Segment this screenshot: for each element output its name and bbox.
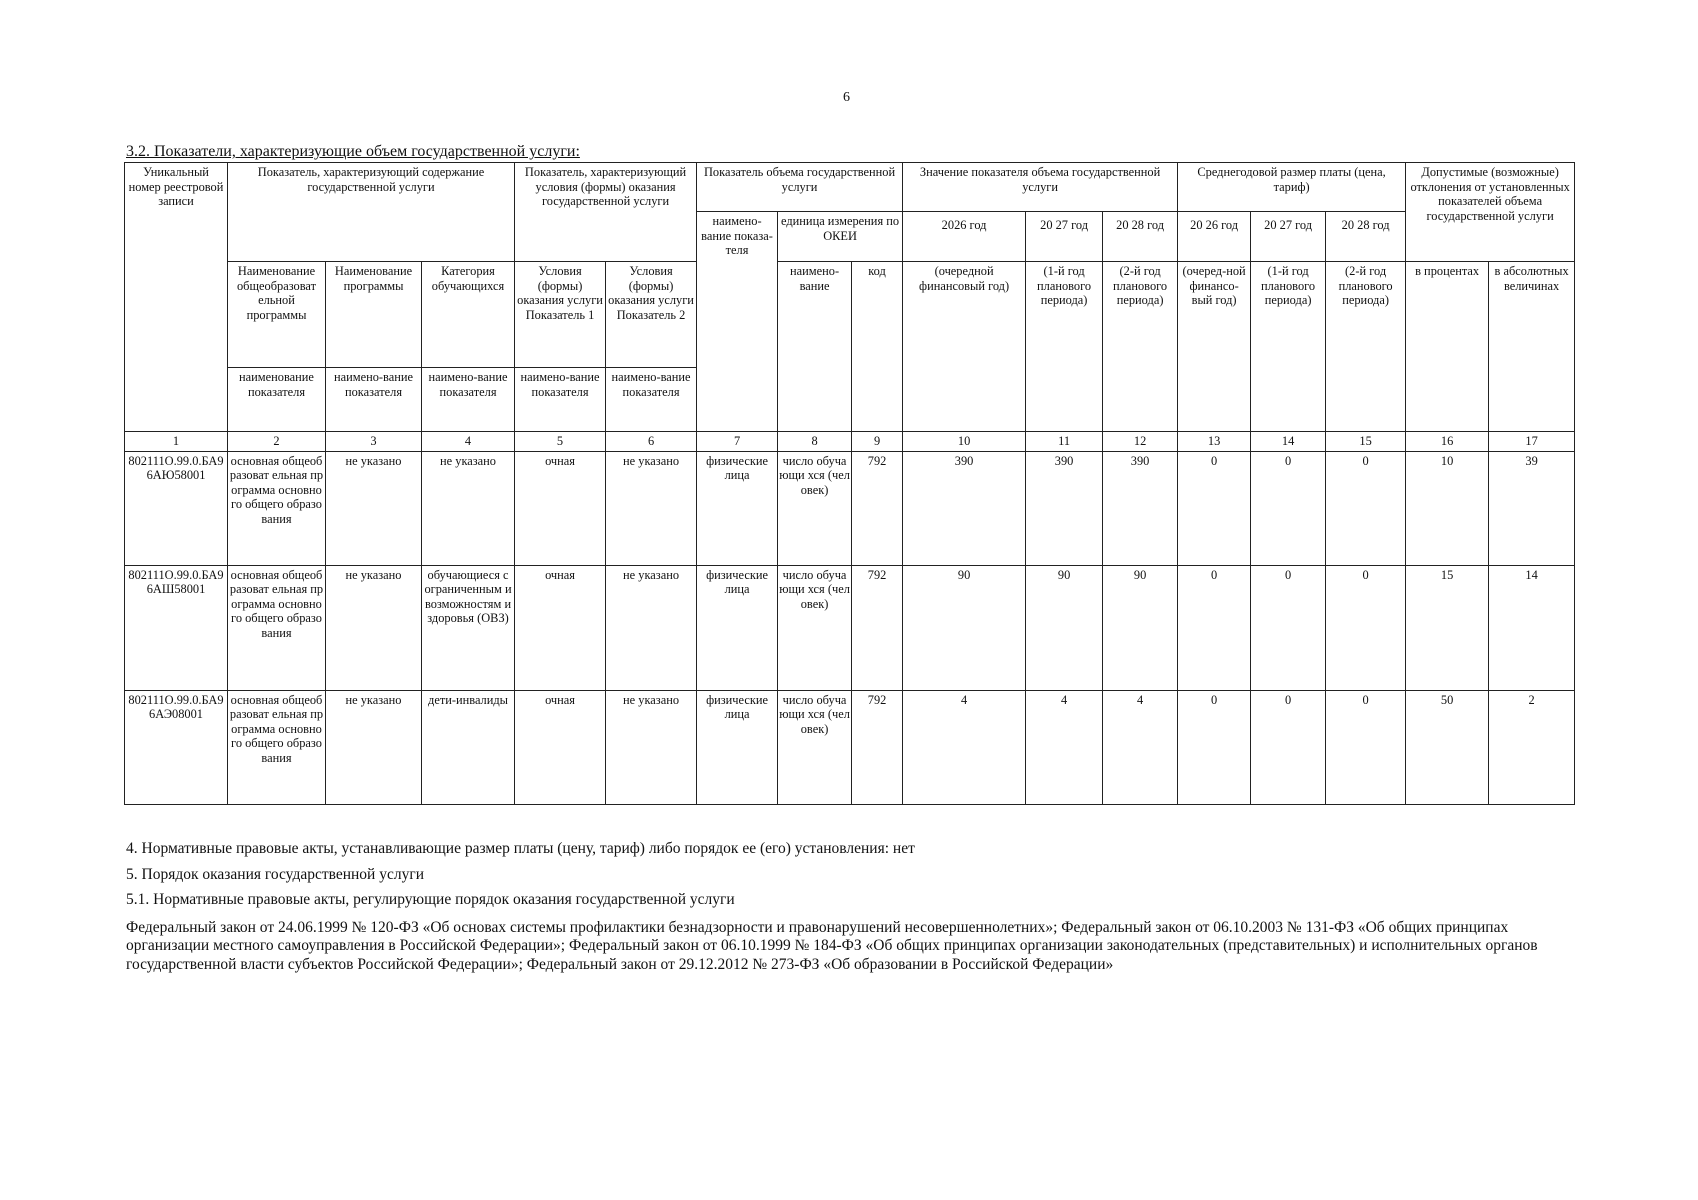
row-unique-number: 802111О.99.0.БА96АЮ58001 xyxy=(125,451,228,565)
col-number: 16 xyxy=(1406,432,1489,452)
row-unique-number: 802111О.99.0.БА96АШ58001 xyxy=(125,565,228,690)
row-dev-absolute: 39 xyxy=(1489,451,1575,565)
header-volume-value: Значение показателя объема государственной услуги xyxy=(903,163,1178,212)
header-ind-name-5: наимено-вание показателя xyxy=(606,368,697,432)
header-year-2028-note: (2-й год планового периода) xyxy=(1103,262,1178,432)
volume-indicators-table xyxy=(124,162,1575,805)
col-number: 14 xyxy=(1251,432,1326,452)
col-number: 1 xyxy=(125,432,228,452)
row-indicator-name: физические лица xyxy=(697,451,778,565)
row-value-2027: 390 xyxy=(1026,451,1103,565)
header-fee-2028: 20 28 год xyxy=(1326,212,1406,262)
row-conditions-2: не указано xyxy=(606,565,697,690)
row-program: основная общеобразоват ельная программа основного общего образования xyxy=(228,690,326,804)
row-fee-2027: 0 xyxy=(1251,690,1326,804)
header-unit-code: код xyxy=(852,262,903,432)
header-content-indicator: Показатель, характеризующий содержание государственной услуги xyxy=(228,163,515,262)
section-title: 3.2. Показатели, характеризующие объем государственной услуги: xyxy=(126,143,580,160)
header-ind-name-4: наимено-вание показателя xyxy=(515,368,606,432)
header-student-category: Категория обучающихся xyxy=(422,262,515,368)
row-dev-percent: 50 xyxy=(1406,690,1489,804)
row-dev-absolute: 2 xyxy=(1489,690,1575,804)
row-dev-percent: 15 xyxy=(1406,565,1489,690)
row-unit-name: число обучающи хся (человек) xyxy=(778,690,852,804)
header-okei-unit: единица измерения по ОКЕИ xyxy=(778,212,903,262)
header-ind-name-3: наимено-вание показателя xyxy=(422,368,515,432)
row-indicator-name: физические лица xyxy=(697,690,778,804)
footer-section xyxy=(126,840,1586,982)
table-row xyxy=(125,690,1575,804)
col-number: 15 xyxy=(1326,432,1406,452)
col-number: 6 xyxy=(606,432,697,452)
header-ind-name-2: наимено-вание показателя xyxy=(326,368,422,432)
header-conditions-1: Условия (формы) оказания услуги Показатель 1 xyxy=(515,262,606,368)
column-number-row xyxy=(125,432,1575,452)
header-conditions-2: Условия (формы) оказания услуги Показатель 2 xyxy=(606,262,697,368)
row-unique-number: 802111О.99.0.БА96АЭ08001 xyxy=(125,690,228,804)
row-fee-2026: 0 xyxy=(1178,690,1251,804)
row-student-category: обучающиеся с ограниченным и возможностям и здоровья (ОВЗ) xyxy=(422,565,515,690)
row-fee-2026: 0 xyxy=(1178,565,1251,690)
row-value-2027: 90 xyxy=(1026,565,1103,690)
col-number: 3 xyxy=(326,432,422,452)
col-number: 10 xyxy=(903,432,1026,452)
section-5-1-legal-acts: 5.1. Нормативные правовые акты, регулирующие порядок оказания государственной услуги xyxy=(126,891,735,909)
row-program-title: не указано xyxy=(326,690,422,804)
header-year-2028: 20 28 год xyxy=(1103,212,1178,262)
row-value-2027: 4 xyxy=(1026,690,1103,804)
row-dev-absolute: 14 xyxy=(1489,565,1575,690)
row-unit-code: 792 xyxy=(852,565,903,690)
federal-laws-list: Федеральный закон от 24.06.1999 № 120-ФЗ «Об основах системы профилактики безнадзорности и правонарушений несовершеннолетних»; Федеральный закон от 06.10.2003 № 131-ФЗ «Об общих принципах организации местного самоуправления в Российской Федерации»; Федеральный закон от 06.10.1999 № 184-ФЗ «Об общих принципах организации законодательных (представительных) и исполнительных органов государственной власти субъектов Российской Федерации»; Федеральный закон от 29.12.2012 № 273-ФЗ «Об образовании в Российской Федерации» xyxy=(126,918,1538,973)
col-number: 13 xyxy=(1178,432,1251,452)
row-dev-percent: 10 xyxy=(1406,451,1489,565)
row-value-2026: 4 xyxy=(903,690,1026,804)
row-conditions-2: не указано xyxy=(606,690,697,804)
header-year-2026: 2026 год xyxy=(903,212,1026,262)
row-student-category: не указано xyxy=(422,451,515,565)
header-indicator-name: наимено-вание показа-теля xyxy=(697,212,778,432)
row-fee-2028: 0 xyxy=(1326,565,1406,690)
header-in-percent: в процентах xyxy=(1406,262,1489,432)
row-program-title: не указано xyxy=(326,451,422,565)
header-fee-2026-note: (очеред-ной финансо-вый год) xyxy=(1178,262,1251,432)
row-unit-name: число обучающи хся (человек) xyxy=(778,565,852,690)
header-deviations: Допустимые (возможные) отклонения от установленных показателей объема государственной услуги xyxy=(1406,163,1575,262)
header-fee-2026: 20 26 год xyxy=(1178,212,1251,262)
header-fee-2027: 20 27 год xyxy=(1251,212,1326,262)
row-value-2028: 390 xyxy=(1103,451,1178,565)
row-student-category: дети-инвалиды xyxy=(422,690,515,804)
row-program: основная общеобразоват ельная программа основного общего образования xyxy=(228,451,326,565)
header-unit-name: наимено-вание xyxy=(778,262,852,432)
row-form: очная xyxy=(515,565,606,690)
col-number: 4 xyxy=(422,432,515,452)
header-avg-fee: Среднегодовой размер платы (цена, тариф) xyxy=(1178,163,1406,212)
col-number: 9 xyxy=(852,432,903,452)
row-fee-2028: 0 xyxy=(1326,690,1406,804)
header-fee-2027-note: (1-й год планового периода) xyxy=(1251,262,1326,432)
row-fee-2027: 0 xyxy=(1251,451,1326,565)
header-year-2026-note: (очередной финансовый год) xyxy=(903,262,1026,432)
row-fee-2027: 0 xyxy=(1251,565,1326,690)
col-number: 12 xyxy=(1103,432,1178,452)
header-ind-name-1: наименование показателя xyxy=(228,368,326,432)
row-indicator-name: физические лица xyxy=(697,565,778,690)
header-year-2027: 20 27 год xyxy=(1026,212,1103,262)
row-value-2028: 90 xyxy=(1103,565,1178,690)
row-program: основная общеобразоват ельная программа основного общего образования xyxy=(228,565,326,690)
row-unit-code: 792 xyxy=(852,690,903,804)
row-unit-name: число обучающи хся (человек) xyxy=(778,451,852,565)
header-year-2027-note: (1-й год планового периода) xyxy=(1026,262,1103,432)
row-value-2028: 4 xyxy=(1103,690,1178,804)
col-number: 5 xyxy=(515,432,606,452)
row-value-2026: 90 xyxy=(903,565,1026,690)
row-program-title: не указано xyxy=(326,565,422,690)
header-fee-2028-note: (2-й год планового периода) xyxy=(1326,262,1406,432)
col-number: 11 xyxy=(1026,432,1103,452)
header-conditions-indicator: Показатель, характеризующий условия (формы) оказания государственной услуги xyxy=(515,163,697,262)
header-unique-number: Уникальный номер реестровой записи xyxy=(125,163,228,432)
col-number: 8 xyxy=(778,432,852,452)
col-number: 7 xyxy=(697,432,778,452)
row-fee-2028: 0 xyxy=(1326,451,1406,565)
row-conditions-2: не указано xyxy=(606,451,697,565)
header-volume-indicator: Показатель объема государственной услуги xyxy=(697,163,903,212)
header-program-name: Наименование общеобразоват ельной программы xyxy=(228,262,326,368)
row-form: очная xyxy=(515,690,606,804)
row-value-2026: 390 xyxy=(903,451,1026,565)
header-program-title: Наименование программы xyxy=(326,262,422,368)
page-number: 6 xyxy=(843,90,850,105)
table-row xyxy=(125,565,1575,690)
section-5-procedure: 5. Порядок оказания государственной услуги xyxy=(126,865,424,883)
table-row xyxy=(125,451,1575,565)
col-number: 2 xyxy=(228,432,326,452)
row-form: очная xyxy=(515,451,606,565)
section-4-fees: 4. Нормативные правовые акты, устанавливающие размер платы (цену, тариф) либо порядок ее (его) установления: нет xyxy=(126,840,915,857)
header-in-absolute: в абсолютных величинах xyxy=(1489,262,1575,432)
row-fee-2026: 0 xyxy=(1178,451,1251,565)
col-number: 17 xyxy=(1489,432,1575,452)
row-unit-code: 792 xyxy=(852,451,903,565)
